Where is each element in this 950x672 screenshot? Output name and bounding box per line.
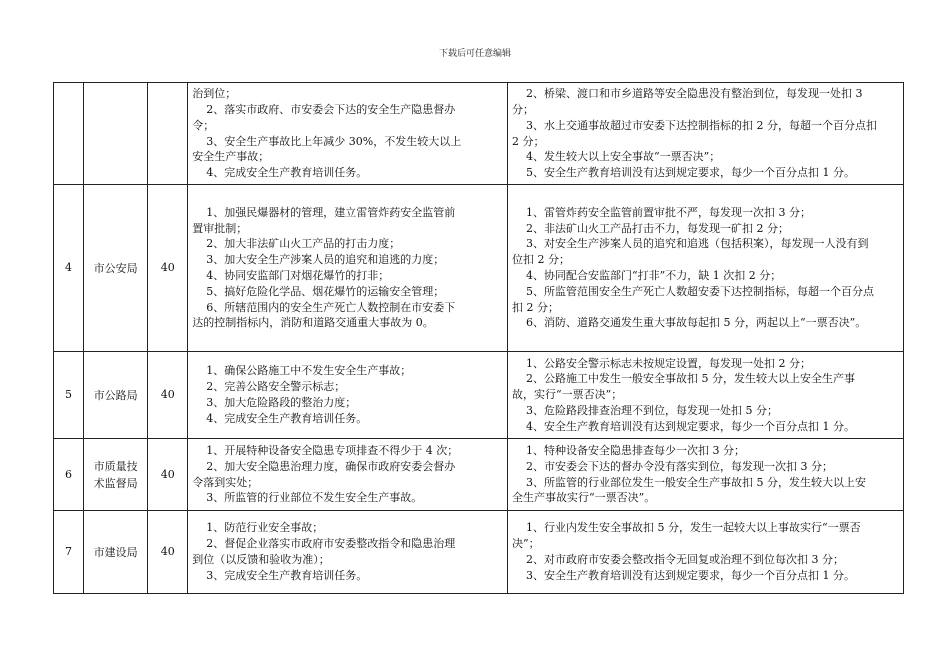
requirement-line: 1、开展特种设备安全隐患专项排查不得少于 4 次； [206, 443, 459, 457]
score-cell: 40 [148, 511, 188, 594]
table-row [54, 439, 904, 511]
scoring-standard-line: 2、非法矿山火工产品打击不力，每发现一矿扣 2 分； [526, 221, 790, 235]
requirement-line: 3、加大安全生产涉案人员的追究和追逃的力度； [206, 253, 445, 267]
scoring-standard-cell [508, 439, 904, 511]
scoring-standard-cell [508, 185, 904, 352]
scoring-standard-cell [508, 511, 904, 594]
row-number-cell: 6 [54, 439, 84, 511]
requirements-cell [188, 439, 508, 511]
score-cell [148, 83, 188, 185]
requirement-line: 6、所辖范围内的安全生产死亡人数控制在市安委下 [206, 300, 456, 314]
scoring-standard-line: 3、安全生产教育培训没有达到规定要求，每少一个百分点扣 1 分。 [526, 568, 856, 582]
requirement-line: 安全生产事故； [192, 150, 270, 164]
requirement-line: 4、协同安监部门对烟花爆竹的打非； [206, 269, 390, 282]
scoring-standard-line: 2 分； [512, 134, 545, 148]
scoring-standard-line: 1、行业内发生安全事故扣 5 分，发生一起较大以上事故实行“一票否 [526, 521, 861, 535]
requirement-line: 3、所监管的行业部位不发生安全生产事故。 [206, 491, 423, 505]
scoring-standard-line: 4、安全生产教育培训没有达到规定要求，每少一个百分点扣 1 分。 [526, 419, 856, 433]
scoring-standard-line: 1、特种设备安全隐患排查每少一次扣 3 分； [526, 443, 746, 457]
scoring-standard-line: 4、发生较大以上安全事故“一票否决”； [526, 150, 721, 164]
requirement-line: 置审批制； [192, 221, 248, 235]
scoring-standard-line: 2、公路施工中发生一般安全事故扣 5 分，发生较大以上安全生产事 [526, 372, 856, 386]
requirement-line: 5、搞好危险化学品、烟花爆竹的运输安全管理； [206, 284, 445, 298]
requirements-cell [188, 511, 508, 594]
scoring-standard-line: 2、市安委会下达的督办令没有落实到位，每发现一次扣 3 分； [526, 459, 834, 473]
table-row [54, 185, 904, 352]
requirement-line: 2、加大非法矿山火工产品的打击力度； [206, 237, 401, 251]
requirement-line: 1、确保公路施工中不发生安全生产事故； [206, 364, 412, 378]
requirements-cell [188, 352, 508, 439]
table-row [54, 83, 904, 185]
scoring-standard-cell [508, 352, 904, 439]
scoring-standard-line: 3、对安全生产涉案人员的追究和追逃（包括积案），每发现一人没有到 [526, 237, 869, 251]
requirement-line: 3、安全生产事故比上年减少 30%，不发生较大以上 [206, 134, 462, 148]
scoring-standard-line: 全生产事故实行“一票否决”。 [512, 491, 656, 505]
unit-name-text: 市公路局 [93, 388, 138, 402]
scoring-standard-line: 扣 2 分； [512, 300, 560, 314]
unit-name-cell [84, 511, 148, 594]
safety-responsibility-table [53, 82, 904, 594]
scoring-standard-line: 5、安全生产教育培训没有达到规定要求，每少一个百分点扣 1 分。 [526, 166, 856, 180]
unit-name-cell [84, 439, 148, 511]
scoring-standard-line: 决”； [512, 537, 540, 551]
row-number-cell [54, 83, 84, 185]
requirements-cell [188, 83, 508, 185]
unit-name-line: 术监督局 [93, 476, 138, 490]
requirement-line: 4、完成安全生产教育培训任务。 [206, 166, 368, 180]
requirement-line: 2、完善公路安全警示标志； [206, 380, 346, 394]
unit-name-text: 市公安局 [93, 261, 138, 275]
row-number-cell: 4 [54, 185, 84, 352]
unit-name-line: 市质量技 [93, 459, 138, 473]
score-cell: 40 [148, 439, 188, 511]
requirement-line: 达的控制指标内，消防和道路交通重大事故为 0。 [192, 316, 434, 330]
requirement-line: 令； [192, 118, 215, 132]
table-row [54, 352, 904, 439]
requirement-line: 3、完成安全生产教育培训任务。 [206, 568, 368, 582]
scoring-standard-cell [508, 83, 904, 185]
page-header-note: 下载后可任意编辑 [438, 49, 511, 59]
requirements-cell [188, 185, 508, 352]
requirement-line: 令落到实处； [192, 475, 259, 489]
scoring-standard-line: 位扣 2 分； [512, 253, 571, 267]
requirement-line: 1、防范行业安全事故； [206, 521, 324, 535]
score-cell: 40 [148, 352, 188, 439]
row-number-cell: 7 [54, 511, 84, 594]
scoring-standard-line: 1、公路安全警示标志未按规定设置，每发现一处扣 2 分； [526, 356, 812, 370]
scoring-standard-line: 3、所监管的行业部位发生一般安全生产事故扣 5 分，发生较大以上安 [526, 475, 867, 489]
scoring-standard-line: 6、消防、道路交通发生重大事故每起扣 5 分，两起以上“一票否决”。 [526, 316, 867, 330]
requirement-line: 2、落实市政府、市安委会下达的安全生产隐患督办 [206, 102, 456, 116]
table-row [54, 511, 904, 594]
scoring-standard-line: 3、水上交通事故超过市安委下达控制指标的扣 2 分，每超一个百分点扣 [526, 118, 878, 132]
scoring-standard-line: 故，实行“一票否决”； [512, 388, 623, 402]
row-number-cell: 5 [54, 352, 84, 439]
scoring-standard-line: 2、桥梁、渡口和市乡道路等安全隐患没有整治到位，每发现一处扣 3 [526, 87, 863, 101]
scoring-standard-line: 分； [512, 102, 535, 116]
scoring-standard-line: 4、协同配合安监部门“打非”不力，缺 1 次扣 2 分； [526, 269, 782, 282]
requirement-line: 到位（以反馈和验收为准）； [192, 553, 330, 566]
scoring-standard-line: 1、雷管炸药安全监管前置审批不严，每发现一次扣 3 分； [526, 205, 812, 219]
scoring-standard-line: 5、所监管范围安全生产死亡人数超安委下达控制指标，每超一个百分点 [526, 284, 875, 298]
requirement-line: 治到位； [192, 87, 237, 101]
requirement-line: 2、督促企业落实市政府市安委整改指令和隐患治理 [206, 537, 456, 551]
unit-name-cell [84, 185, 148, 352]
requirement-line: 4、完成安全生产教育培训任务。 [206, 411, 368, 425]
scoring-standard-line: 3、危险路段排查治理不到位，每发现一处扣 5 分； [526, 403, 779, 417]
requirement-line: 1、加强民爆器材的管理，建立雷管炸药安全监管前 [206, 205, 456, 219]
requirement-line: 2、加大安全隐患治理力度，确保市政府安委会督办 [206, 459, 456, 473]
unit-name-cell [84, 352, 148, 439]
unit-name-text: 市建设局 [93, 545, 138, 559]
unit-name-cell [84, 83, 148, 185]
score-cell: 40 [148, 185, 188, 352]
scoring-standard-line: 2、对市政府市安委会整改指令无回复或治理不到位每次扣 3 分； [526, 553, 845, 566]
table-body [54, 83, 904, 594]
requirement-line: 3、加大危险路段的整治力度； [206, 396, 357, 409]
